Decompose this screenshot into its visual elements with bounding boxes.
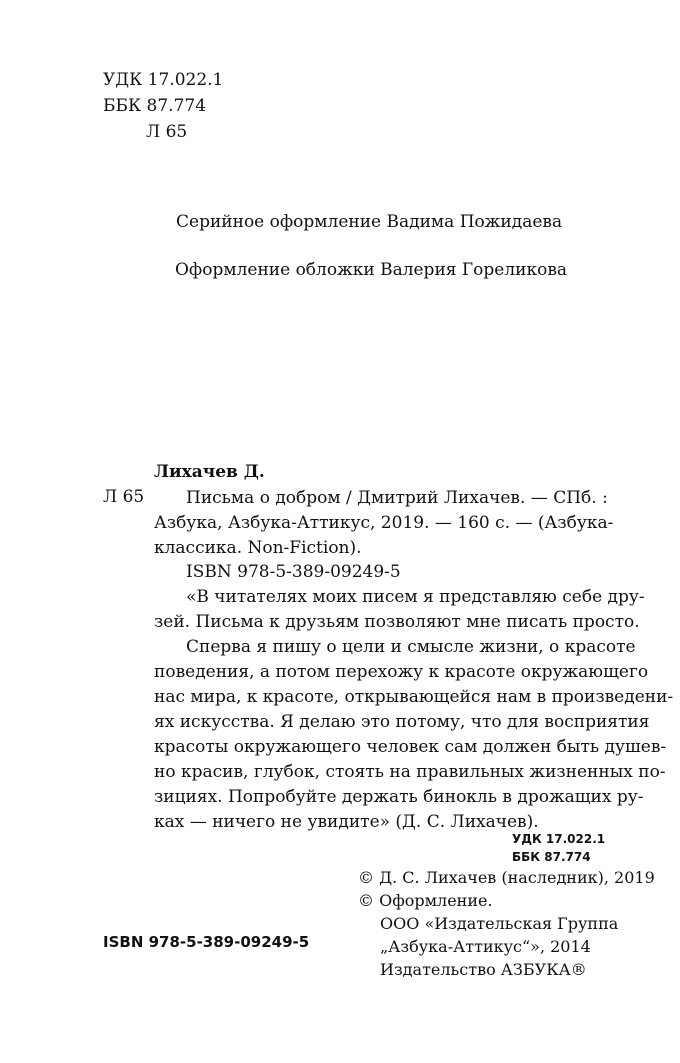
copyright-design: © Оформление. — [358, 891, 493, 910]
publisher-line: Издательство АЗБУКА® — [380, 960, 587, 979]
catalog-udk: УДК 17.022.1 — [512, 832, 606, 846]
author-mark: Л 65 — [146, 122, 188, 142]
series-design-credit: Серийное оформление Вадима Пожидаева — [176, 212, 563, 232]
annotation-line: красоты окружающего человек сам должен быть душев- — [154, 737, 667, 757]
publisher-line: ООО «Издательская Группа — [380, 914, 619, 933]
annotation-line: нас мира, к красоте, открывающейся нам в произведени- — [154, 687, 674, 707]
cover-design-credit: Оформление обложки Валерия Гореликова — [175, 260, 568, 280]
annotation-line: Сперва я пишу о цели и смысле жизни, о красоте — [186, 637, 636, 657]
annotation-line: зициях. Попробуйте держать бинокль в дрожащих ру- — [154, 787, 644, 807]
annotation-line: зей. Письма к друзьям позволяют мне писать просто. — [154, 612, 640, 632]
annotation-line: ях искусства. Я делаю это потому, что для восприятия — [154, 712, 650, 732]
annotation-line: поведения, а потом перехожу к красоте окружающего — [154, 662, 649, 682]
isbn-bottom: ISBN 978-5-389-09249-5 — [103, 933, 310, 951]
annotation-line: но красив, глубок, стоять на правильных жизненных по- — [154, 762, 666, 782]
catalog-author-heading: Лихачев Д. — [154, 462, 265, 482]
annotation-line: ках — ничего не увидите» (Д. С. Лихачев). — [154, 812, 539, 832]
udk-code: УДК 17.022.1 — [103, 70, 224, 90]
copyright-author: © Д. С. Лихачев (наследник), 2019 — [358, 868, 655, 887]
description-line: Письма о добром / Дмитрий Лихачев. — СПб. : — [186, 488, 608, 508]
description-line: классика. Non-Fiction). — [154, 538, 362, 558]
description-line: Азбука, Азбука-Аттикус, 2019. — 160 с. — (Азбука- — [154, 513, 614, 533]
bbk-code: ББК 87.774 — [103, 96, 207, 116]
annotation-line: «В читателях моих писем я представляю себе дру- — [186, 587, 645, 607]
catalog-isbn: ISBN 978-5-389-09249-5 — [186, 562, 401, 582]
catalog-bbk: ББК 87.774 — [512, 850, 591, 864]
publisher-line: „Азбука-Аттикус“», 2014 — [380, 937, 591, 956]
catalog-author-mark: Л 65 — [103, 487, 145, 507]
